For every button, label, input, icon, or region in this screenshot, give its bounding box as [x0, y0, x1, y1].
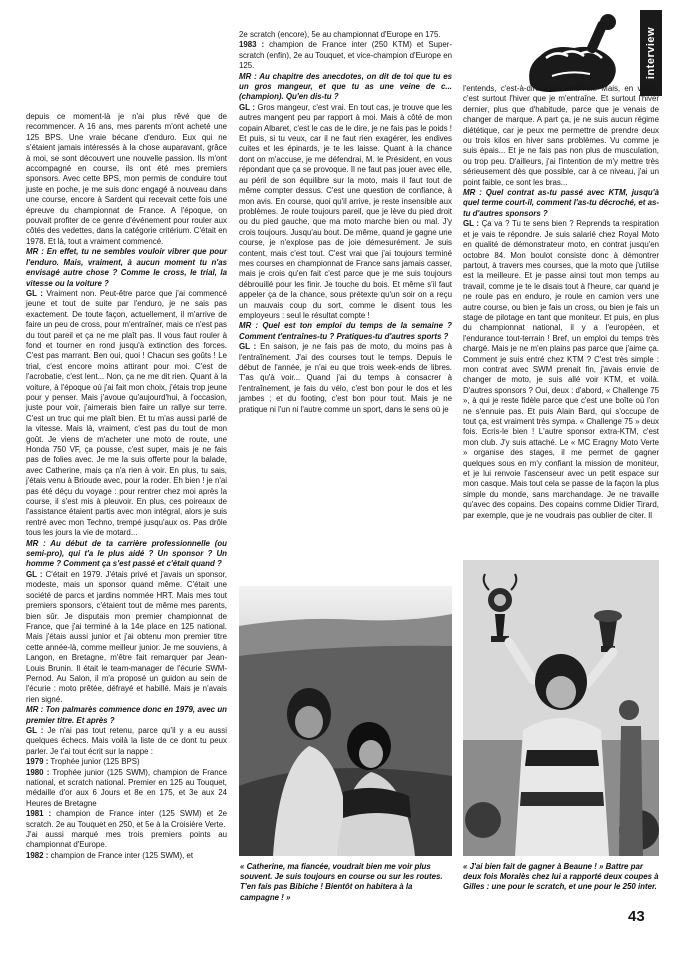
record-paragraph — [26, 768, 227, 810]
question-text: Ton palmarès commence donc en 1979, avec un premier titre. Et après ? — [26, 705, 227, 725]
answer-text: Ça va ? Tu te sens bien ? Reprends ta respiration et je vais te répondre. Je suis salarié chez Royal Moto en qualité de démonstrateur moto, en contrat jusqu'en octobre 84. Mon boulot consiste donc à démontrer partout, à travers mes courses, que la moto que j'utilise est la meilleure. Et je passe ainsi tout mon temps au travail, comme je te le disais tout à l'heure, car quand je ne roule pas en enduro, je roule en camion vers une autre course, ou bien je fais un cross, ou bien je fais un stage de pilotage en tant que moniteur. Et puis, en plus du championnat national, il y a l'européen, et l'endurance tout-terrain ! Bref, un emploi du temps très chargé. Mais je ne m'en plains pas parce que j'aime ça. Comment je suis entré chez KTM ? C'est très simple : mon contrat avec SWM prenait fin, j'avais envie de changer de moto, je suis allé voir KTM, et voilà. D'autres sponsors ? Oui, deux : d'abord, « Challenge 75 », à qui je reste fidèle parce que c'est une boîte où l'on ne s'ennuie pas. Et puis Alain Bard, qui s'occupe de tout ça, est vraiment très sympa. « Challenge 75 » deux fois. Ecris-le bien ! L'autre sponsor extra-KTM, c'est mon club. J'y suis attaché. Le « MC Eragny Moto Verte » organise des stages, il me permet de gagner quelques sous en m'y confiant la mission de moniteur, et je lui renvoie l'ascenseur avec un petit espace sur mon casque. Mais tout cela se passe de la façon la plus simple du monde, sans marchandage. Je ne travaille qu'avec des copains. Des copains comme Didier Tirard, par exemple, que je ne voudrais pas oublier de citer. Il — [463, 219, 660, 520]
answer-text: Vraiment non. Peut-être parce que j'ai commencé jeune et tout de suite par l'enduro, je ne sais pas exactement. De toute façon, actuellement, il m'arrive de faire un peu de cross, pour m'entraîner, mais ce n'est pas du tout pareil et ça ne me plaît pas. Il vous faut rouler à fond et tourner en rond jusqu'à extinction des forces. C'est pas marrant. Ben oui, quoi ! Chacun ses goûts ! Le trial, c'est encore moins attirant pour moi. C'est de l'acrobatie, c'est lent... Non, ça ne me dit rien. Quant à la voiture, à l'époque où j'ai fait mon choix, j'étais trop jeune pour y penser. Mais j'avoue qu'aujourd'hui, à l'occasion, juste pour voir, j'aimerais bien faire un rallye sur terre. C'est un truc qui me plaît bien. Et tu m'as aussi parlé de la vitesse. Mais là, vraiment, c'est pas du tout de mon goût. Je viens de m'acheter une moto de route, une Honda 750 VF, ça pousse, c'est super, mais je ne fais pas de folies avec. Je me la suis offerte pour la balade, avec Catherine, mais ça n'a rien à voir. En plus, tu sais, j'étais venu à Brioude avec, pour la roder. Eh bien ! je n'ai pas été déçu du voyage : pour rentrer chez moi après la course, il s'est mis à pleuvoir. En plus, ces poireaux de l'assistance étaient partis avec mon intégral, alors je suis rentré avec mon Techno, trempé jusqu'aux os. Pas drôle tous les jours la vie de motard... — [26, 288, 227, 538]
record-text: champion de France inter (125 SWM) et 2e scratch. 2e au Touquet en 250, et 5e à la Croisière Verte. — [26, 809, 228, 829]
record-text: champion de France inter (250 KTM) et Super-scratch (enfin), 2e au Touquet, et vice-champion d'Europe en 125. — [239, 40, 453, 71]
question-paragraph — [239, 321, 452, 342]
section-tab-label: interview — [645, 26, 657, 80]
speaker-label: GL : — [26, 288, 43, 298]
record-paragraph — [239, 40, 452, 71]
question-text: Quel est ton emploi du temps de la semaine ? Comment t'entraînes-tu ? Pratiques-tu d'autres sports ? — [239, 321, 452, 341]
answer-paragraph — [463, 84, 659, 188]
answer-text: Je n'ai pas tout retenu, parce qu'il y a eu aussi quelques échecs. Mais voilà la liste de ce dont tu peux parler. Je t'ai tout écrit sur la nappe : — [26, 725, 227, 756]
record-year: 1982 : — [26, 850, 49, 860]
record-year: 1981 : — [26, 809, 52, 819]
article-column-1 — [26, 112, 227, 942]
question-text: Au chapitre des anecdotes, on dit de toi que tu es un gros mangeur, et que tu as une veine de c... (champion). Qu'en dis-tu ? — [239, 71, 452, 102]
answer-paragraph — [26, 112, 227, 247]
page-number: 43 — [628, 908, 645, 925]
question-paragraph — [463, 188, 659, 219]
record-text: champion de France inter (125 SWM), et — [48, 850, 194, 860]
question-paragraph — [26, 247, 227, 289]
speaker-label: GL : — [463, 219, 480, 229]
speaker-label: GL : — [239, 102, 255, 112]
question-text: En effet, tu ne sembles vouloir vibrer que pour l'enduro. Mais, vraiment, à aucun moment tu n'as envisagé autre chose ? Comme le cross, le trial, la vitesse ou la voiture ? — [26, 247, 227, 288]
record-paragraph — [26, 851, 227, 861]
answer-text: En saison, je ne fais pas de moto, du moins pas à l'entraînement. J'ai des courses tout le temps. Depuis le début de l'année, je n'ai eu que trois week-ends de libres. T'as qu'à voir... Quand j'ai du temps à consacrer à l'entraînement, je fais du vélo, c'est bon pour le dos et les jambes ; et du footing, c'est bon pour tout. Mais je ne pratique ni l'un ni l'autre comme un sport, dans le sens où je — [239, 342, 453, 414]
record-year: 1979 : — [26, 757, 49, 767]
speaker-label: MR : — [239, 71, 257, 81]
answer-paragraph — [26, 570, 227, 705]
photo-caption-1: « Catherine, ma fiancée, voudrait bien me voir plus souvent. Je suis toujours en course ou sur les routes. T'en fais pas Bibiche ! Bientôt on habitera à la campagne ! » — [240, 862, 443, 902]
answer-paragraph — [26, 289, 227, 539]
record-paragraph — [26, 809, 227, 830]
answer-paragraph — [26, 726, 227, 757]
question-text: Quel contrat as-tu passé avec KTM, jusqu'à quel terme court-il, comment l'as-tu décroché, et as-tu d'autres sponsors ? — [463, 188, 660, 218]
photo-caption-2: « J'ai bien fait de gagner à Beaune ! » Battre par deux fois Moralès chez lui a rapporté deux coupes à Gilles : une pour le scratch, et une pour le 250 inter. — [463, 862, 659, 892]
answer-paragraph — [239, 30, 452, 40]
answer-text: l'entends, c'est-à-dire avec ambition. Mais, en vérité, c'est surtout l'hiver que je m'entraîne. Et surtout l'hiver dernier, plus que d'habitude, parce que je venais de changer de marque. A part ça, je ne suis aucun régime diététique, car je peux me permettre de prendre deux ou trois kilos en hiver sans problèmes. Vu comme je suis épais... Et je ne fais pas non plus de musculation, ou trop peu. D'ailleurs, j'ai l'intention de m'y mettre très sérieusement dès que possible, car à ce niveau, j'ai un point faible, ce sont les bras... — [463, 84, 659, 187]
answer-text: 2e scratch (encore), 5e au championnat d'Europe en 175. — [239, 30, 441, 39]
record-paragraph — [26, 757, 227, 767]
answer-paragraph — [239, 342, 452, 415]
speaker-label: MR : — [26, 538, 46, 548]
answer-text: J'ai aussi marqué mes trois premiers points au championnat d'Europe. — [26, 830, 227, 850]
speaker-label: MR : — [463, 188, 482, 198]
speaker-label: MR : — [26, 705, 44, 715]
answer-text: C'était en 1979. J'étais privé et j'avais un sponsor, modeste, mais un sponsor quand même. C'était une société de parcs et jardins nommée HRT. Mais mes tout premiers sponsors, c'étaient tout de même mes parents, bien sûr. Je disputais mon premier championnat de France, que j'ai terminé à la 14e place en 125 national. Mais j'étais aussi junior et j'ai obtenu mon premier titre cette année-là, comme meilleur junior. Je me souviens, à Langon, en Bretagne, m'être fait remarquer par Jean-Louis Brunin. Il était le team-manager de l'écurie SWM-Pernod. Au Salon, il m'a proposé un guidon au sein de l'écurie : moto prêtée, défrayé et habillé. Mais je n'avais rien signé. — [26, 569, 227, 704]
answer-text: depuis ce moment-là je n'ai plus rêvé que de recommencer. A 16 ans, mes parents m'ont acheté une 125 BPS. Une vraie bécane d'enduro. Eux qui ne s'étaient jamais intéressés à la chose auparavant, grâce à moi, se sont découvert une nouvelle passion. Ils m'ont accompagné en course, ils ont été mes premiers sponsors. Avec cette BPS, mon permis de conduire tout juste en poche, je me suis donc engagé à nouveau dans une course, encore à Sardent qui recevait cette fois une épreuve du championnat de France. A l'époque, on pouvait profiter de ce genre d'événement pour rouler aux côtés des vedettes, dans la catégorie critérium. C'était en 1978. Et là, tout a vraiment commencé. — [26, 112, 227, 246]
speaker-label: GL : — [26, 725, 44, 735]
speaker-label: MR : — [239, 321, 259, 331]
speaker-label: GL : — [239, 342, 257, 352]
answer-text: Gros mangeur, c'est vrai. En tout cas, je trouve que les autres mangent peu par rapport à moi. Mais à côté de mon copain Albaret, c'est le cas de le dire, je ne fais pas le poids ! Et puis, si tu veux, car il ne faut rien exagérer, les endives cuites et les épinards, je te les laisse. Quant à la chance dont on m'accuse, je me défendrai, M. le Président, en vous répondant que ça se provoque. Il ne faut pas jouer avec elle, au péril de son équilibre sur la moto, mais il faut tout de même compter dessus. C'est une question de confiance, à mon avis. En course, quoi qu'il arrive, je reste insensible aux problèmes. Je roule toujours pareil, que je lève du pied droit ou du pied gauche, que ma moto marche bien ou mal. J'y crois toujours. Jusqu'au bout. De même, quand je gagne une course, je n'explose pas de joie démesurément. Je suis content, mais c'est tout. C'est vrai que j'ai toujours terminé mes courses en championnat de France sans jamais casser, mais je crois qu'en fait c'est parce que je me suis toujours débrouillé pour les finir. Je touche du bois. Et même s'il faut appeler ça de la chance, sous prétexte qu'un soir on a reçu un mauvais coup du sort, comme le disent tous les employeurs : seul le résultat compte ! — [239, 102, 452, 320]
photo-catherine-and-gilles — [239, 586, 452, 856]
record-text: Trophée junior (125 SWM), champion de France national, et scratch national. Premier en 125 au Touquet, médaille d'or aux 6 Jours et 8e en 175, et 3e aux 24 Heures de Bretagne — [26, 767, 228, 808]
answer-paragraph — [26, 830, 227, 851]
record-text: Trophée junior (125 BPS) — [48, 757, 140, 767]
article-column-3 — [463, 84, 659, 550]
speaker-label: MR : — [26, 247, 44, 257]
question-paragraph — [26, 705, 227, 726]
article-column-2 — [239, 30, 452, 576]
answer-paragraph — [463, 219, 659, 521]
answer-paragraph — [239, 103, 452, 322]
speaker-label: GL : — [26, 569, 43, 579]
record-year: 1983 : — [239, 40, 265, 50]
photo-trophies-podium — [463, 560, 659, 856]
record-year: 1980 : — [26, 767, 50, 777]
question-paragraph — [239, 72, 452, 103]
question-paragraph — [26, 539, 227, 570]
question-text: Au début de ta carrière professionnelle (ou semi-pro), qui t'a le plus aidé ? Un sponsor ? Un homme ? Comment ça s'est passé et c'était quand ? — [26, 538, 227, 569]
